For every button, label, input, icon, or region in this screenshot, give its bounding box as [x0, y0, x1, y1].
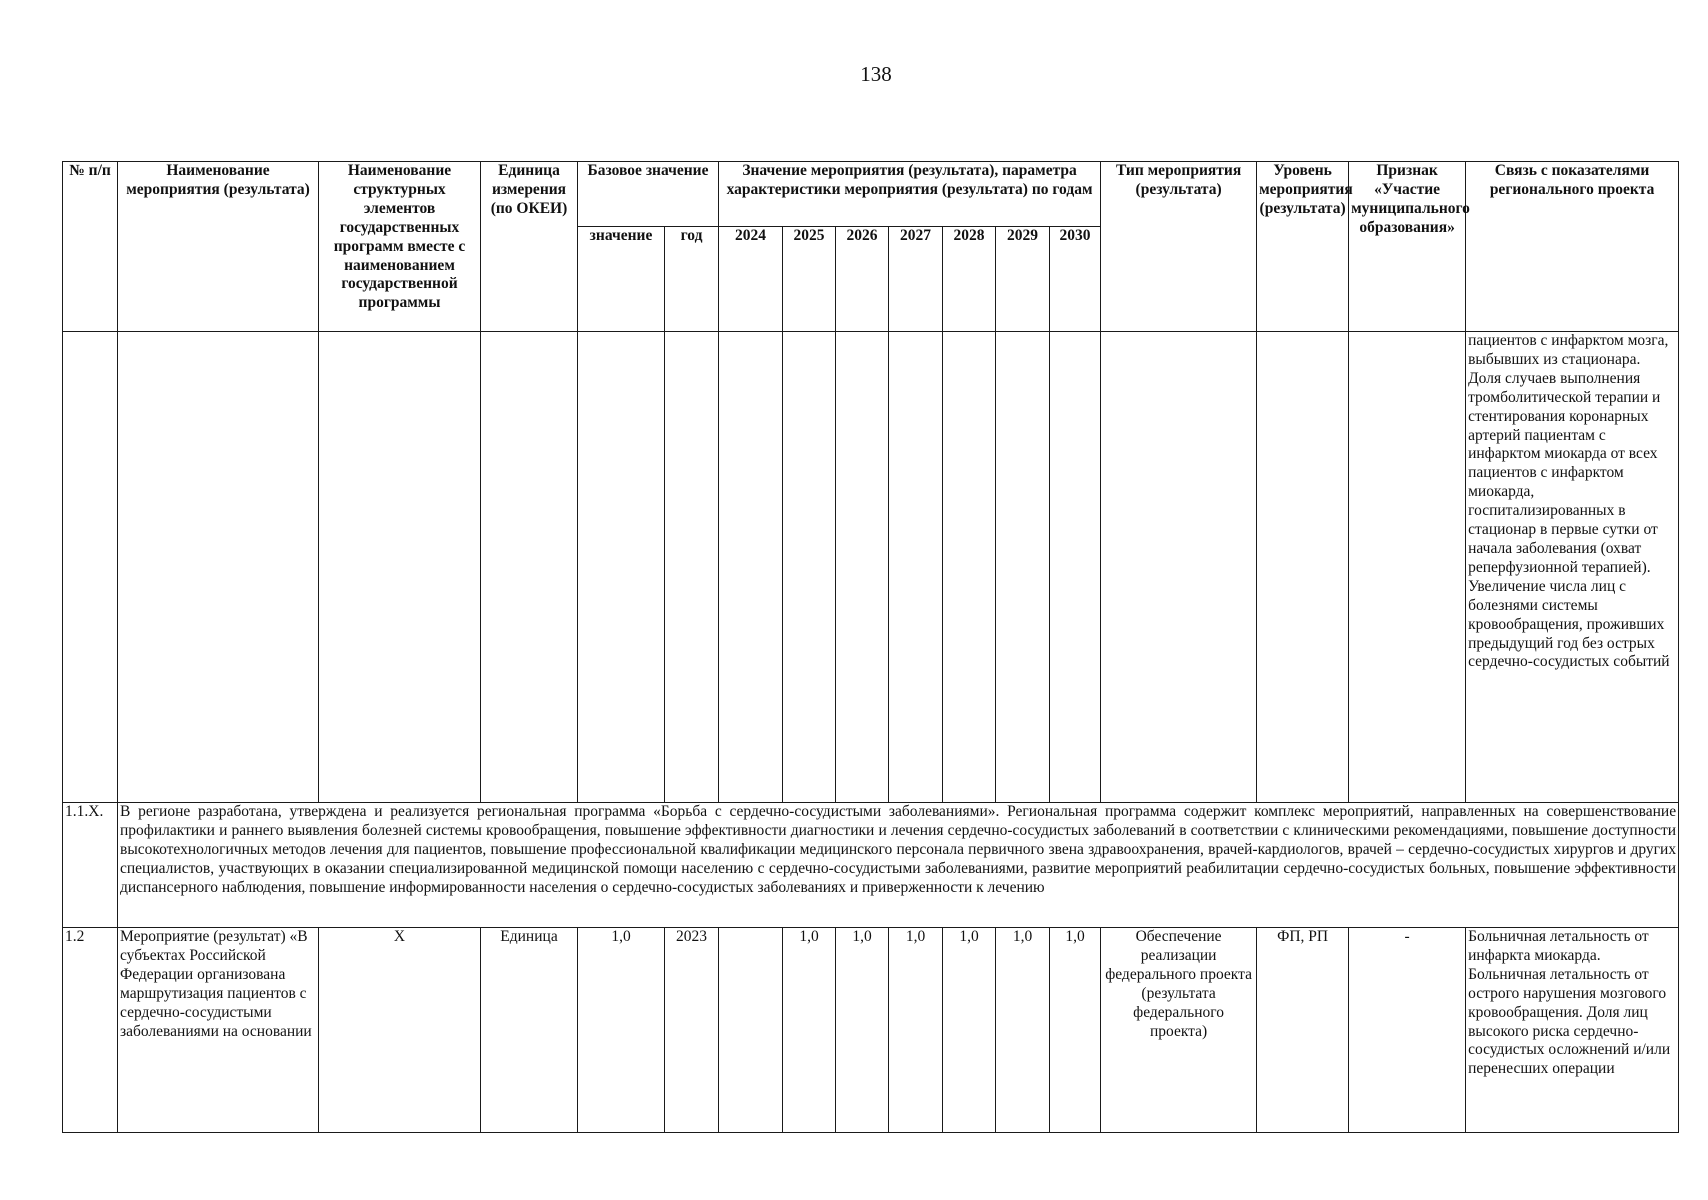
cell-item-name: Мероприятие (результат) «В субъектах Российской Федерации организована маршрутизация пациентов с сердечно-сосудистыми заболеваниями на основании [118, 928, 319, 1133]
cell-item-sign: - [1349, 928, 1466, 1133]
cell-link-continuation: пациентов с инфарктом мозга, выбывших из стационара. Доля случаев выполнения тромболитической терапии и стентирования коронарных артерий пациентам с инфарктом миокарда от всех пациентов с инфарктом миокарда, госпитализированных в стационар в первые сутки от начала заболевания (охват реперфузионной терапией). Увеличение числа лиц с болезнями системы кровообращения, проживших предыдущий год без острых сердечно-сосудистых событий [1466, 332, 1679, 803]
cell-item-2030: 1,0 [1050, 928, 1101, 1133]
cell-item-2029: 1,0 [996, 928, 1050, 1133]
cell-empty [118, 332, 319, 803]
cell-empty [943, 332, 996, 803]
measures-table [62, 161, 1679, 1133]
cell-empty [1101, 332, 1257, 803]
header-link: Связь с показателями регионального проекта [1466, 162, 1679, 332]
cell-item-2024 [719, 928, 783, 1133]
cell-empty [836, 332, 889, 803]
table-row-item [63, 928, 1679, 1133]
header-base-value: значение [578, 227, 665, 332]
cell-item-link: Больничная летальность от инфаркта миокарда. Больничная летальность от острого нарушения мозгового кровообращения. Доля лиц высокого риска сердечно-сосудистых осложнений и/или перенесших операции [1466, 928, 1679, 1133]
cell-empty [889, 332, 943, 803]
cell-empty [783, 332, 836, 803]
cell-empty [1349, 332, 1466, 803]
header-year-2027: 2027 [889, 227, 943, 332]
cell-empty [1257, 332, 1349, 803]
cell-empty [578, 332, 665, 803]
header-level: Уровень мероприятия (результата) [1257, 162, 1349, 332]
cell-empty [1050, 332, 1101, 803]
header-unit: Единица измерения (по ОКЕИ) [481, 162, 578, 332]
table-row-section [63, 803, 1679, 928]
header-struct: Наименование структурных элементов государственных программ вместе с наименованием государственной программы [319, 162, 481, 332]
cell-item-2028: 1,0 [943, 928, 996, 1133]
header-year-2029: 2029 [996, 227, 1050, 332]
header-year-2025: 2025 [783, 227, 836, 332]
page-number: 138 [860, 62, 892, 86]
header-year-2024: 2024 [719, 227, 783, 332]
cell-item-base-year: 2023 [665, 928, 719, 1133]
cell-item-num: 1.2 [63, 928, 118, 1133]
header-base-year: год [665, 227, 719, 332]
header-year-2030: 2030 [1050, 227, 1101, 332]
cell-empty [481, 332, 578, 803]
header-sign: Признак «Участие муниципального образования» [1349, 162, 1466, 332]
cell-item-2026: 1,0 [836, 928, 889, 1133]
cell-item-2027: 1,0 [889, 928, 943, 1133]
cell-empty [719, 332, 783, 803]
header-type: Тип мероприятия (результата) [1101, 162, 1257, 332]
cell-empty [319, 332, 481, 803]
cell-item-unit: Единица [481, 928, 578, 1133]
cell-section-text: В регионе разработана, утверждена и реализуется региональная программа «Борьба с сердечно-сосудистыми заболеваниями». Региональная программа содержит комплекс мероприятий, направленных на совершенствование профилактики и раннего выявления болезней системы кровообращения, повышение эффективности диагностики и лечения сердечно-сосудистых заболеваний в соответствии с клиническими рекомендациями, повышение доступности высокотехнологичных методов лечения для пациентов, повышение профессиональной квалификации медицинского персонала первичного звена здравоохранения, врачей-кардиологов, врачей – сердечно-сосудистых хирургов и других специалистов, участвующих в оказании специализированной медицинской помощи населению с сердечно-сосудистыми заболеваниями, развитие мероприятий реабилитации сердечно-сосудистых больных, повышение эффективности диспансерного наблюдения, повышение информированности населения о сердечно-сосудистых заболеваниях и приверженности к лечению [118, 803, 1679, 928]
header-values-by-year: Значение мероприятия (результата), параметра характеристики мероприятия (результата) по годам [719, 162, 1101, 227]
cell-item-base-value: 1,0 [578, 928, 665, 1133]
header-year-2028: 2028 [943, 227, 996, 332]
header-num: № п/п [63, 162, 118, 332]
cell-item-struct: Х [319, 928, 481, 1133]
cell-item-type: Обеспечение реализации федерального проекта (результата федерального проекта) [1101, 928, 1257, 1133]
table-header-row-1 [63, 162, 1679, 227]
header-name: Наименование мероприятия (результата) [118, 162, 319, 332]
cell-item-level: ФП, РП [1257, 928, 1349, 1133]
cell-empty [665, 332, 719, 803]
cell-item-2025: 1,0 [783, 928, 836, 1133]
cell-empty [63, 332, 118, 803]
header-base: Базовое значение [578, 162, 719, 227]
cell-section-num: 1.1.X. [63, 803, 118, 928]
header-year-2026: 2026 [836, 227, 889, 332]
table-row-continuation [63, 332, 1679, 803]
cell-empty [996, 332, 1050, 803]
